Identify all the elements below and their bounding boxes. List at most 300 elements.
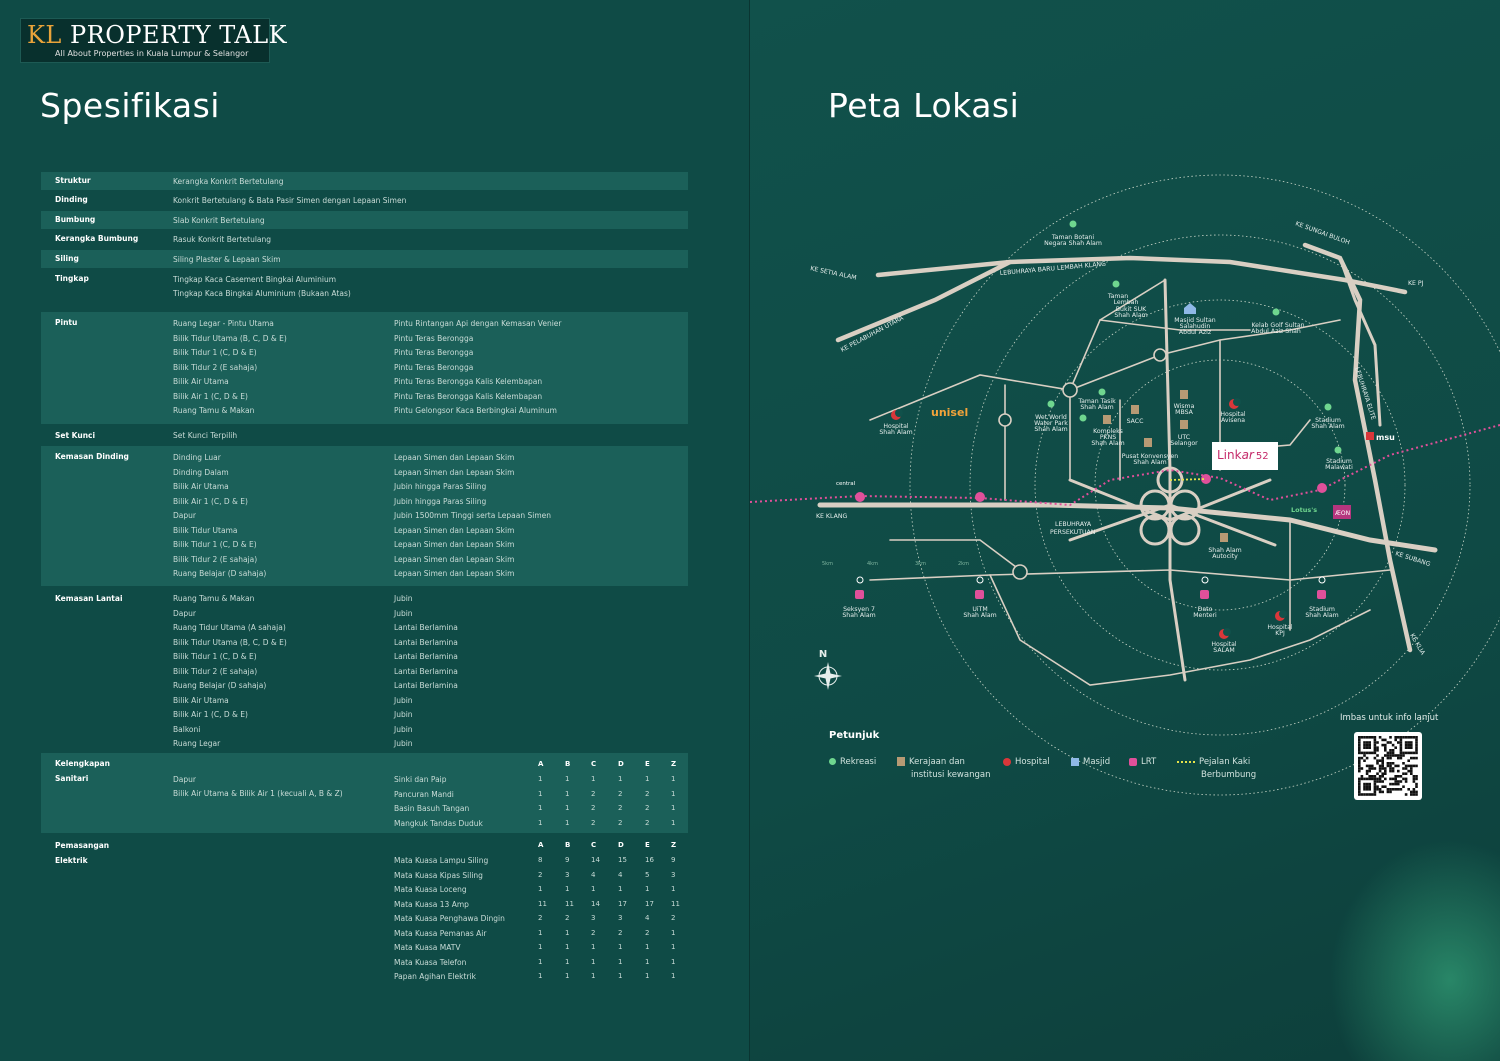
mosque-icon[interactable] xyxy=(1184,303,1196,314)
minor-road xyxy=(870,570,1390,580)
spec-row-kemasan-dinding xyxy=(41,446,688,586)
covered-walkway xyxy=(1170,479,1206,480)
building-icon[interactable] xyxy=(1220,533,1228,542)
qr-module xyxy=(1361,775,1364,778)
spec-finish: Pintu Gelongsor Kaca Berbingkai Aluminum xyxy=(394,406,557,415)
train-icon[interactable] xyxy=(1317,590,1326,599)
qr-module xyxy=(1374,749,1377,752)
fixture-count: 2 xyxy=(538,914,543,922)
place-label: Wisma xyxy=(1173,403,1195,410)
fixture-name: Mata Kuasa Loceng xyxy=(394,885,467,894)
location-map[interactable] xyxy=(750,0,1500,1061)
road-label: LEBUHRAYA BARU LEMBAH KLANG xyxy=(999,260,1107,277)
spec-finish: Lantai Berlamina xyxy=(394,681,458,690)
fixture-count: 1 xyxy=(538,789,543,798)
qr-module xyxy=(1413,775,1416,778)
fixture-count: 14 xyxy=(591,856,600,864)
qr-module xyxy=(1394,780,1397,783)
hospital-cutouts xyxy=(895,398,1287,636)
qr-module xyxy=(1376,759,1379,762)
qr-module xyxy=(1384,746,1387,749)
place-label: Pusat Konvensyen xyxy=(1121,453,1179,460)
column-header: E xyxy=(645,760,650,768)
qr-module xyxy=(1368,765,1371,768)
qr-module xyxy=(1392,783,1395,786)
spec-label: Kelengkapan xyxy=(55,759,110,768)
qr-module xyxy=(1394,778,1397,781)
fixture-count: 1 xyxy=(565,957,570,966)
train-icon[interactable] xyxy=(1200,590,1209,599)
qr-module xyxy=(1387,765,1390,768)
ring-label: 2km xyxy=(958,561,969,567)
qr-module xyxy=(1366,793,1369,796)
spec-row-kemasan-lantai xyxy=(41,586,688,753)
fixture-count: 3 xyxy=(671,870,676,879)
qr-module xyxy=(1405,767,1408,770)
place-label: UTC xyxy=(1177,434,1191,441)
qr-module xyxy=(1376,785,1379,788)
building-icon[interactable] xyxy=(1103,415,1111,424)
qr-module xyxy=(1407,744,1410,747)
central-logo[interactable]: central xyxy=(836,481,856,487)
column-header: C xyxy=(591,760,597,768)
spec-item: Bilik Air Utama xyxy=(173,482,229,491)
aurora-glow xyxy=(1330,840,1500,1061)
fixture-count: 9 xyxy=(565,856,570,864)
fixture-name: Papan Agihan Elektrik xyxy=(394,972,476,981)
qr-module xyxy=(1358,744,1361,747)
qr-module xyxy=(1376,772,1379,775)
fixture-name: Mangkuk Tandas Duduk xyxy=(394,818,483,828)
qr-module xyxy=(1410,736,1413,739)
place-label: Shah Alam xyxy=(842,612,876,619)
qr-module xyxy=(1410,791,1413,794)
building-icon[interactable] xyxy=(1131,405,1139,414)
qr-module xyxy=(1413,791,1416,794)
unisel-logo[interactable]: unisel xyxy=(931,406,969,419)
qr-module xyxy=(1358,739,1361,742)
fixture-count: 1 xyxy=(671,943,676,951)
spec-row-tingkap xyxy=(41,268,688,312)
spec-row-sanitari xyxy=(41,753,688,833)
road-label: LEBUHRAYA ELITE xyxy=(1353,366,1377,421)
spec-value: Tingkap Kaca Bingkai Aluminium (Bukaan Atas) xyxy=(173,289,351,298)
qr-module xyxy=(1381,739,1384,742)
qr-module xyxy=(1368,775,1371,778)
train-icon[interactable] xyxy=(855,590,864,599)
qr-module xyxy=(1381,744,1384,747)
spec-table xyxy=(41,172,688,983)
road-label: LEBUHRAYA xyxy=(1055,521,1092,528)
building-icon xyxy=(897,757,905,766)
fixture-count: 2 xyxy=(671,914,676,922)
qr-module xyxy=(1392,770,1395,773)
spec-finish: Jubin xyxy=(394,724,413,734)
spec-finish: Jubin xyxy=(394,594,413,603)
place-label: Shah Alam xyxy=(1034,426,1068,433)
qr-module xyxy=(1410,744,1413,747)
fixture-count: 2 xyxy=(591,789,596,798)
road-label: KE SUNGAI BULOH xyxy=(1294,220,1351,247)
spec-room: Bilik Air Utama & Bilik Air 1 (kecuali A, B & Z) xyxy=(173,789,343,798)
spec-finish: Jubin 1500mm Tinggi serta Lepaan Simen xyxy=(394,511,552,520)
tree-icon[interactable] xyxy=(1335,447,1342,454)
tree-icon[interactable] xyxy=(1273,309,1280,316)
legend-masjid xyxy=(1071,756,1110,769)
page-title: Spesifikasi xyxy=(40,86,220,125)
qr-module xyxy=(1384,770,1387,773)
qr-module xyxy=(1381,780,1384,783)
column-header: Z xyxy=(671,841,677,849)
fixture-count: 2 xyxy=(591,804,596,812)
qr-module xyxy=(1400,757,1403,760)
place-label: Stadium xyxy=(1326,458,1352,465)
place-label: Lembah xyxy=(1113,299,1139,306)
spec-finish: Lepaan Simen dan Lepaan Skim xyxy=(394,554,515,564)
qr-module xyxy=(1363,759,1366,762)
legend-title: Petunjuk xyxy=(829,730,880,741)
spec-label: Dinding xyxy=(55,195,88,204)
place-label: UiTM xyxy=(972,606,988,613)
spec-item: Ruang Belajar (D sahaja) xyxy=(173,681,267,690)
qr-module xyxy=(1368,785,1371,788)
qr-module xyxy=(1397,788,1400,791)
fixture-count: 2 xyxy=(565,914,570,922)
place-label: Dato xyxy=(1197,606,1213,613)
qr-module xyxy=(1410,793,1413,796)
column-header: A xyxy=(538,841,544,849)
legend-label: Kerajaan dan xyxy=(909,757,965,767)
road-label: KE SETIA ALAM xyxy=(809,265,857,282)
logo-tagline: All About Properties in Kuala Lumpur & Selangor xyxy=(55,49,249,58)
fixture-count: 9 xyxy=(671,856,676,864)
qr-module xyxy=(1394,783,1397,786)
place-label: Shah Alam xyxy=(1133,459,1167,466)
msu-logo[interactable]: msu xyxy=(1376,433,1395,442)
legend-label: institusi kewangan xyxy=(911,770,991,780)
qr-module xyxy=(1392,754,1395,757)
ring-4km xyxy=(970,235,1470,735)
qr-module xyxy=(1415,739,1418,742)
qr-module xyxy=(1381,765,1384,768)
spec-finish: Lepaan Simen dan Lepaan Skim xyxy=(394,467,515,477)
spec-room: Dapur xyxy=(173,775,196,784)
tree-icon[interactable] xyxy=(1113,281,1120,288)
map-legend xyxy=(829,730,1269,790)
place-label: Hospital xyxy=(1267,624,1293,631)
spec-row-dinding xyxy=(41,190,688,211)
train-icon[interactable] xyxy=(975,590,984,599)
fixture-count: 1 xyxy=(591,943,596,951)
qr-module xyxy=(1400,749,1403,752)
spec-label: Struktur xyxy=(55,176,91,185)
qr-module xyxy=(1389,749,1392,752)
fixture-count: 1 xyxy=(671,957,676,966)
fixture-count: 1 xyxy=(671,804,676,812)
qr-module xyxy=(1381,759,1384,762)
fixture-count: 1 xyxy=(591,775,596,783)
column-header: D xyxy=(618,760,624,768)
qr-module xyxy=(1366,788,1369,791)
fixture-count: 1 xyxy=(671,928,676,937)
fixture-name: Mata Kuasa Telefon xyxy=(394,957,467,967)
fixture-count: 2 xyxy=(618,928,623,937)
fixture-count: 1 xyxy=(538,928,543,937)
fixture-count: 1 xyxy=(618,972,623,980)
spec-item: Ruang Tidur Utama (A sahaja) xyxy=(173,623,286,632)
fixture-count: 17 xyxy=(618,899,627,908)
compass-north: N xyxy=(818,649,828,660)
fixture-count: 15 xyxy=(618,856,627,864)
fixture-count: 1 xyxy=(538,885,543,893)
spec-item: Ruang Legar - Pintu Utama xyxy=(173,319,274,328)
lrt-pins xyxy=(855,577,1326,599)
qr-module xyxy=(1381,762,1384,765)
building-icon[interactable] xyxy=(1180,420,1188,429)
spec-finish: Lepaan Simen dan Lepaan Skim xyxy=(394,540,515,549)
fixture-count: 14 xyxy=(591,899,600,908)
recreation-markers xyxy=(1048,221,1345,454)
qr-module xyxy=(1358,767,1361,770)
spec-label: Siling xyxy=(55,254,79,263)
lrt-station[interactable] xyxy=(1317,483,1327,493)
spec-row-siling xyxy=(41,250,688,268)
place-label: SACC xyxy=(1126,418,1144,425)
legend-pejalan xyxy=(1177,756,1256,782)
spec-label: Elektrik xyxy=(55,856,88,865)
hospital-icon-cut xyxy=(895,409,903,417)
qr-module xyxy=(1405,744,1408,747)
walkway-icon xyxy=(1177,761,1195,763)
minor-roads xyxy=(870,280,1390,685)
fixture-count: 1 xyxy=(618,957,623,966)
spec-finish: Pintu Teras Berongga Kalis Kelembapan xyxy=(394,391,543,401)
qr-module xyxy=(1381,757,1384,760)
qr-module xyxy=(1389,788,1392,791)
qr-module xyxy=(1410,757,1413,760)
qr-module xyxy=(1379,770,1382,773)
qr-module xyxy=(1363,785,1366,788)
qr-module xyxy=(1376,746,1379,749)
kl-property-talk-logo[interactable] xyxy=(20,18,288,63)
fixture-count: 1 xyxy=(565,885,570,893)
spec-item: Dinding Luar xyxy=(173,453,221,462)
qr-module xyxy=(1384,778,1387,781)
roundabout xyxy=(1013,565,1027,579)
fixture-count: 11 xyxy=(538,899,547,908)
qr-module xyxy=(1371,752,1374,755)
place-label: Shah Alam xyxy=(963,612,997,619)
project-marker[interactable] xyxy=(1212,442,1278,470)
place-label: Malawati xyxy=(1325,464,1353,471)
column-header: E xyxy=(645,841,650,849)
qr-module xyxy=(1376,778,1379,781)
spec-label: Kerangka Bumbung xyxy=(55,234,139,243)
qr-caption: Imbas untuk info lanjut xyxy=(1340,713,1439,723)
spec-item: Ruang Tamu & Makan xyxy=(173,594,255,603)
qr-module xyxy=(1397,783,1400,786)
qr-module xyxy=(1397,741,1400,744)
qr-module xyxy=(1374,746,1377,749)
spec-item: Ruang Belajar (D sahaja) xyxy=(173,569,267,578)
fixture-count: 2 xyxy=(645,928,650,937)
column-header: B xyxy=(565,760,571,768)
qr-module xyxy=(1394,754,1397,757)
legend-label: Berbumbung xyxy=(1201,770,1257,780)
qr-module xyxy=(1374,739,1377,742)
lotus-logo[interactable]: Lotus's xyxy=(1291,506,1318,514)
spec-value: Set Kunci Terpilih xyxy=(173,431,238,440)
place-label: Shah Alam xyxy=(1080,404,1114,411)
spec-row-kerangka-bumbung xyxy=(41,229,688,250)
minor-road xyxy=(990,575,1370,685)
road-label: KE PJ xyxy=(1408,280,1424,287)
place-label: PKNS xyxy=(1099,434,1117,441)
qr-module xyxy=(1374,793,1377,796)
qr-module xyxy=(1379,778,1382,781)
qr-module xyxy=(1407,741,1410,744)
fixture-count: 1 xyxy=(618,775,623,783)
spec-finish: Jubin xyxy=(394,710,413,719)
ring-label: 4km xyxy=(867,561,878,567)
fixture-count: 1 xyxy=(645,775,650,783)
qr-module xyxy=(1379,780,1382,783)
qr-module xyxy=(1371,775,1374,778)
hospital-icon-cut xyxy=(1223,628,1231,636)
qr-module xyxy=(1379,759,1382,762)
qr-module xyxy=(1363,752,1366,755)
qr-module xyxy=(1389,736,1392,739)
qr-module xyxy=(1397,754,1400,757)
spec-finish: Lantai Berlamina xyxy=(394,652,458,661)
spec-item: Balkoni xyxy=(173,724,201,734)
qr-module xyxy=(1358,757,1361,760)
qr-module xyxy=(1389,762,1392,765)
train-icon xyxy=(1129,758,1137,766)
tree-icon[interactable] xyxy=(1080,415,1087,422)
fixture-count: 1 xyxy=(565,928,570,937)
qr-module xyxy=(1358,770,1361,773)
fixture-name: Mata Kuasa Penghawa Dingin xyxy=(394,914,505,923)
building-icon[interactable] xyxy=(1144,438,1152,447)
qr-module xyxy=(1407,788,1410,791)
spec-item: Bilik Tidur 1 (C, D & E) xyxy=(173,348,257,357)
qr-module xyxy=(1400,788,1403,791)
qr-module xyxy=(1371,778,1374,781)
qr-module xyxy=(1410,770,1413,773)
lrt-station[interactable] xyxy=(975,492,985,502)
roundabout xyxy=(1063,383,1077,397)
column-header: D xyxy=(618,841,624,849)
fixture-name: Basin Basuh Tangan xyxy=(394,804,470,813)
place-label: Taman Tasik xyxy=(1078,398,1116,405)
column-header: A xyxy=(538,760,544,768)
qr-module xyxy=(1415,791,1418,794)
qr-module xyxy=(1371,765,1374,768)
legend-lrt xyxy=(1129,756,1156,769)
spec-item: Bilik Air Utama xyxy=(173,377,229,386)
qr-module xyxy=(1358,752,1361,755)
qr-module xyxy=(1402,772,1405,775)
road-label: PERSEKUTUAN xyxy=(1050,529,1096,536)
spec-finish: Lepaan Simen dan Lepaan Skim xyxy=(394,525,515,535)
qr-module xyxy=(1413,793,1416,796)
msu-logo-mark xyxy=(1366,432,1374,440)
spec-row-bumbung xyxy=(41,211,688,229)
qr-module xyxy=(1400,780,1403,783)
qr-module xyxy=(1384,739,1387,742)
tree-icon[interactable] xyxy=(1048,401,1055,408)
place-label: Taman Botani xyxy=(1051,234,1095,241)
lrt-station[interactable] xyxy=(855,492,865,502)
fixture-count: 2 xyxy=(618,818,623,827)
aeon-logo[interactable]: ÆON xyxy=(1335,510,1351,517)
project-name: Linkar 52 xyxy=(1217,448,1269,462)
building-icon[interactable] xyxy=(1180,390,1188,399)
qr-module xyxy=(1379,765,1382,768)
fixture-name: Mata Kuasa Kipas Siling xyxy=(394,870,483,880)
qr-module xyxy=(1358,793,1361,796)
qr-module xyxy=(1397,736,1400,739)
fixture-count: 1 xyxy=(565,775,570,783)
qr-module xyxy=(1402,785,1405,788)
qr-module xyxy=(1405,752,1408,755)
place-label: Menteri xyxy=(1193,612,1217,619)
spec-item: Bilik Air 1 (C, D & E) xyxy=(173,391,248,401)
qr-module xyxy=(1374,757,1377,760)
place-label: Hospital xyxy=(1211,641,1237,648)
spec-finish: Jubin hingga Paras Siling xyxy=(394,482,487,491)
hospital-icon-cut xyxy=(1279,610,1287,618)
qr-module xyxy=(1358,759,1361,762)
qr-module xyxy=(1358,749,1361,752)
fixture-count: 1 xyxy=(671,972,676,980)
qr-module xyxy=(1415,744,1418,747)
tree-icon[interactable] xyxy=(1099,389,1106,396)
qr-code[interactable] xyxy=(1354,732,1422,800)
qr-module xyxy=(1368,767,1371,770)
tree-icon[interactable] xyxy=(1325,404,1332,411)
fixture-count: 1 xyxy=(645,972,650,980)
fixture-count: 1 xyxy=(538,775,543,783)
qr-module xyxy=(1366,770,1369,773)
qr-module xyxy=(1402,754,1405,757)
spec-label: Kemasan Dinding xyxy=(55,452,129,461)
qr-module xyxy=(1392,767,1395,770)
qr-module xyxy=(1402,778,1405,781)
qr-module xyxy=(1415,752,1418,755)
qr-module xyxy=(1387,741,1390,744)
qr-module xyxy=(1410,767,1413,770)
tree-icon[interactable] xyxy=(1070,221,1077,228)
lrt-pin xyxy=(1319,577,1325,583)
qr-module xyxy=(1358,785,1361,788)
spec-item: Bilik Tidur Utama (B, C, D & E) xyxy=(173,637,287,647)
qr-module xyxy=(1405,778,1408,781)
qr-module xyxy=(1389,752,1392,755)
legend-kerajaan xyxy=(897,756,990,782)
qr-module xyxy=(1405,780,1408,783)
qr-module xyxy=(1389,783,1392,786)
fixture-name: Pancuran Mandi xyxy=(394,789,454,799)
spec-item: Bilik Air Utama xyxy=(173,695,229,705)
column-header: B xyxy=(565,841,571,849)
qr-module xyxy=(1407,765,1410,768)
qr-module xyxy=(1394,765,1397,768)
qr-module xyxy=(1358,788,1361,791)
spec-label: Sanitari xyxy=(55,774,89,783)
qr-module xyxy=(1413,757,1416,760)
